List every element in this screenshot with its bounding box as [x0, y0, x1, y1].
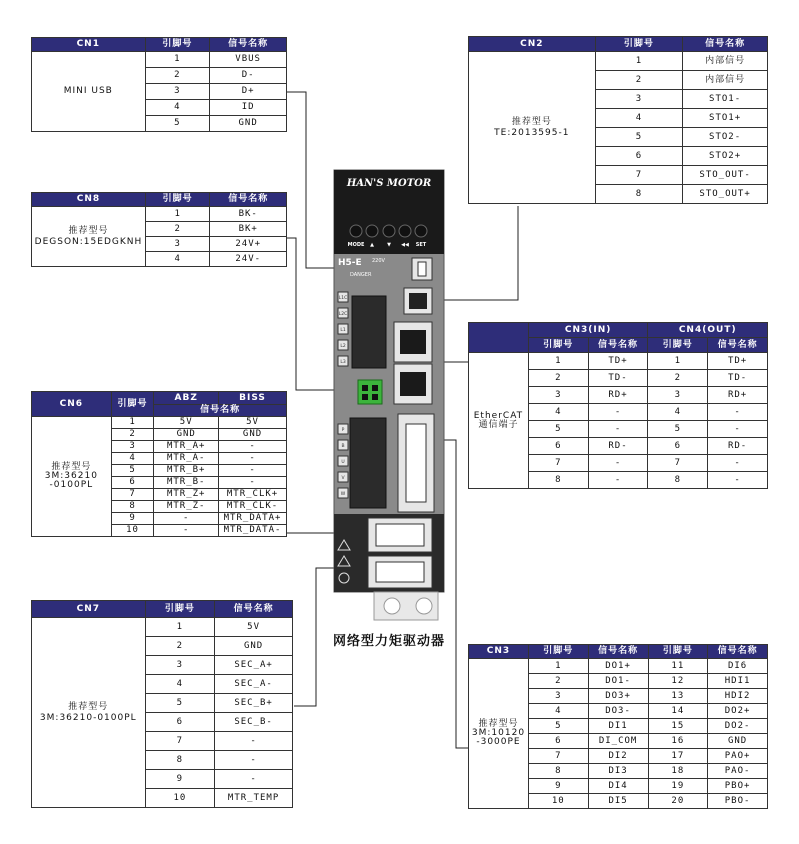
cn3-io-table: [468, 644, 768, 809]
table-cell: 5: [111, 465, 154, 477]
table-cell: 1: [528, 659, 588, 674]
led-label: L1: [340, 328, 346, 333]
table-cell: STO1-: [683, 90, 768, 109]
table-cell: 1: [528, 353, 588, 370]
motor-label: W: [340, 492, 346, 497]
table-cell: RD-: [708, 438, 768, 455]
table-cell: MTR_B+: [154, 465, 219, 477]
table-cell: -: [708, 472, 768, 489]
table-cell: DI6: [708, 659, 768, 674]
table-cell: MTR_A+: [154, 441, 219, 453]
cn7-name: CN7: [32, 601, 146, 618]
table-cell: DI_COM: [588, 734, 648, 749]
table-cell: MTR_Z-: [154, 501, 219, 513]
table-header-cell: 信号名称: [210, 193, 287, 207]
table-cell: DI5: [588, 794, 648, 809]
table-cell: -: [588, 421, 648, 438]
table-header-cell: 引脚号: [528, 338, 588, 353]
cn1-desc: MINI USB: [32, 52, 146, 132]
motor-label: B: [341, 444, 345, 449]
brake-terminal: [358, 380, 382, 404]
table-cell: -: [215, 770, 293, 789]
power-terminal: [352, 296, 386, 368]
table-cell: -: [588, 404, 648, 421]
table-cell: STO_OUT-: [683, 166, 768, 185]
key-label: ▲: [370, 242, 374, 248]
table-cell: PAO+: [708, 749, 768, 764]
table-cell: VBUS: [210, 52, 287, 68]
table-cell: 9: [111, 513, 154, 525]
table-cell: 3: [648, 387, 708, 404]
table-cell: 8: [111, 501, 154, 513]
table-cell: 16: [648, 734, 708, 749]
table-cell: 10: [111, 525, 154, 537]
table-cell: 5V: [154, 417, 219, 429]
table-cell: 2: [111, 429, 154, 441]
table-cell: 12: [648, 674, 708, 689]
motor-label: P: [341, 428, 345, 433]
table-cell: RD-: [588, 438, 648, 455]
table-header-cell: BISS: [219, 392, 287, 405]
table-cell: 4: [528, 704, 588, 719]
table-row: [469, 353, 768, 370]
table-cell: 4: [528, 404, 588, 421]
table-cell: 9: [145, 770, 215, 789]
table-cell: 8: [145, 751, 215, 770]
table-header-cell: ABZ: [154, 392, 219, 405]
led-label: L2C: [338, 312, 348, 317]
table-cell: 8: [648, 472, 708, 489]
cn6-table: [31, 391, 287, 537]
table-cell: GND: [219, 429, 287, 441]
table-cell: 3: [145, 237, 210, 252]
table-cell: 1: [595, 52, 683, 71]
table-row: [32, 618, 293, 637]
table-header-cell: 引脚号: [145, 193, 210, 207]
table-cell: 24V-: [210, 252, 287, 267]
table-cell: 11: [648, 659, 708, 674]
table-cell: STO1+: [683, 109, 768, 128]
key-label: ◀◀: [401, 242, 409, 248]
table-cell: 5V: [215, 618, 293, 637]
table-cell: 15: [648, 719, 708, 734]
table-cell: 19: [648, 779, 708, 794]
table-header-cell: 信号名称: [708, 338, 768, 353]
table-cell: BK-: [210, 207, 287, 222]
table-cell: 14: [648, 704, 708, 719]
table-cell: 5: [145, 116, 210, 132]
drive-caption: 网络型力矩驱动器: [333, 634, 446, 649]
table-cell: -: [154, 525, 219, 537]
cn8-name: CN8: [32, 193, 146, 207]
table-cell: SEC_B-: [215, 713, 293, 732]
table-cell: 内部信号: [683, 52, 768, 71]
table-cell: GND: [708, 734, 768, 749]
down-key: [383, 225, 395, 237]
table-cell: HDI2: [708, 689, 768, 704]
cn1-name: CN1: [32, 38, 146, 52]
table-cell: SEC_A-: [215, 675, 293, 694]
table-cell: 8: [528, 472, 588, 489]
table-cell: GND: [154, 429, 219, 441]
table-cell: STO2-: [683, 128, 768, 147]
table-header-cell: 引脚号: [595, 37, 683, 52]
table-header-cell: 信号名称: [683, 37, 768, 52]
table-cell: 5V: [219, 417, 287, 429]
table-cell: -: [215, 751, 293, 770]
table-header-cell: 引脚号: [648, 338, 708, 353]
table-cell: 7: [528, 455, 588, 472]
table-row: [469, 52, 768, 71]
table-cell: MTR_Z+: [154, 489, 219, 501]
table-header-cell: 引脚号: [145, 601, 215, 618]
table-cell: 4: [145, 100, 210, 116]
voltage-label: 220V: [372, 258, 385, 264]
table-cell: 7: [111, 489, 154, 501]
table-cell: DI2: [588, 749, 648, 764]
table-header-cell: 信号名称: [154, 405, 287, 417]
table-cell: BK+: [210, 222, 287, 237]
led-label: L3: [340, 360, 346, 365]
pin-header: 引脚号: [145, 38, 210, 52]
table-row: [32, 417, 287, 429]
cn8-table: [31, 192, 287, 267]
table-cell: 7: [595, 166, 683, 185]
table-cell: DI3: [588, 764, 648, 779]
table-cell: 5: [528, 421, 588, 438]
cn6-desc: 推荐型号 3M:36210 -0100PL: [32, 417, 112, 537]
table-cell: MTR_CLK-: [219, 501, 287, 513]
danger-label: DANGER: [350, 272, 372, 278]
table-cell: MTR_CLK+: [219, 489, 287, 501]
table-header-cell: 引脚号: [528, 645, 588, 659]
motor-terminal: [350, 418, 386, 508]
table-cell: 5: [648, 421, 708, 438]
table-cell: DO3-: [588, 704, 648, 719]
table-cell: -: [219, 477, 287, 489]
table-cell: -: [588, 472, 648, 489]
table-header-cell: 引脚号: [648, 645, 708, 659]
mount-hole: [384, 598, 400, 614]
table-cell: 3: [528, 689, 588, 704]
set-key: [415, 225, 427, 237]
ethercat-header-blank: [469, 323, 529, 353]
motor-label: V: [341, 476, 345, 481]
table-cell: 1: [648, 353, 708, 370]
table-cell: 8: [528, 764, 588, 779]
table-cell: 4: [145, 675, 215, 694]
table-cell: PBO+: [708, 779, 768, 794]
cn3-io-desc: 推荐型号 3M:10120 -3000PE: [469, 659, 529, 809]
table-cell: 5: [145, 694, 215, 713]
table-cell: 3: [111, 441, 154, 453]
table-cell: SEC_B+: [215, 694, 293, 713]
table-cell: 4: [111, 453, 154, 465]
table-cell: 3: [595, 90, 683, 109]
table-cell: 7: [528, 749, 588, 764]
table-cell: -: [219, 441, 287, 453]
table-cell: 1: [145, 207, 210, 222]
table-cell: 20: [648, 794, 708, 809]
table-cell: 7: [648, 455, 708, 472]
table-row: [32, 207, 287, 222]
table-header-cell: 信号名称: [588, 338, 648, 353]
cn3-in-header: CN3(IN): [528, 323, 647, 338]
mode-key: [350, 225, 362, 237]
table-cell: 2: [145, 68, 210, 84]
table-cell: -: [215, 732, 293, 751]
key-label: MODE: [347, 242, 365, 248]
motor-label: U: [341, 460, 345, 465]
table-cell: -: [708, 455, 768, 472]
table-cell: 2: [528, 674, 588, 689]
table-cell: D-: [210, 68, 287, 84]
shift-key: [399, 225, 411, 237]
cn2-name: CN2: [469, 37, 596, 52]
key-label: ▼: [387, 242, 391, 248]
table-cell: DO2-: [708, 719, 768, 734]
table-cell: -: [708, 404, 768, 421]
table-cell: DO3+: [588, 689, 648, 704]
table-cell: 4: [648, 404, 708, 421]
table-cell: -: [588, 455, 648, 472]
cn3-cn4-table: [468, 322, 768, 489]
brand-logo: HAN'S MOTOR: [346, 178, 432, 189]
cn3-io-name: CN3: [469, 645, 529, 659]
table-cell: 17: [648, 749, 708, 764]
table-cell: DO1-: [588, 674, 648, 689]
table-cell: 6: [528, 734, 588, 749]
table-cell: 3: [145, 656, 215, 675]
cn7-table: [31, 600, 293, 808]
table-cell: 内部信号: [683, 71, 768, 90]
table-cell: GND: [215, 637, 293, 656]
table-cell: 1: [145, 52, 210, 68]
table-cell: TD+: [708, 353, 768, 370]
cn2-desc: 推荐型号 TE:2013595-1: [469, 52, 596, 204]
table-cell: GND: [210, 116, 287, 132]
led-label: L2: [340, 344, 346, 349]
table-cell: 6: [528, 438, 588, 455]
table-cell: 2: [145, 222, 210, 237]
table-cell: ID: [210, 100, 287, 116]
table-cell: 13: [648, 689, 708, 704]
table-cell: 9: [528, 779, 588, 794]
cn7-desc: 推荐型号 3M:36210-0100PL: [32, 618, 146, 808]
table-cell: TD+: [588, 353, 648, 370]
table-cell: 5: [528, 719, 588, 734]
model-label: H5-E: [338, 258, 362, 268]
table-cell: RD+: [588, 387, 648, 404]
cn1-table: [31, 37, 287, 132]
table-cell: PAO-: [708, 764, 768, 779]
table-cell: 2: [595, 71, 683, 90]
table-cell: 4: [145, 252, 210, 267]
table-cell: 2: [528, 370, 588, 387]
table-header-cell: 引脚号: [111, 392, 154, 417]
table-cell: DI1: [588, 719, 648, 734]
cn2-table: [468, 36, 768, 204]
table-cell: DI4: [588, 779, 648, 794]
table-cell: -: [708, 421, 768, 438]
table-cell: HDI1: [708, 674, 768, 689]
table-cell: 1: [145, 618, 215, 637]
table-cell: 3: [145, 84, 210, 100]
table-cell: MTR_A-: [154, 453, 219, 465]
table-cell: 5: [595, 128, 683, 147]
table-cell: 6: [648, 438, 708, 455]
table-cell: TD-: [588, 370, 648, 387]
table-cell: MTR_B-: [154, 477, 219, 489]
table-cell: 24V+: [210, 237, 287, 252]
table-cell: TD-: [708, 370, 768, 387]
up-key: [366, 225, 378, 237]
cn4-out-header: CN4(OUT): [648, 323, 768, 338]
mount-hole: [416, 598, 432, 614]
table-cell: 18: [648, 764, 708, 779]
table-cell: 2: [648, 370, 708, 387]
table-cell: MTR_DATA-: [219, 525, 287, 537]
led-label: L1C: [338, 296, 348, 301]
table-cell: 4: [595, 109, 683, 128]
table-cell: 6: [111, 477, 154, 489]
table-cell: D+: [210, 84, 287, 100]
table-cell: 6: [595, 147, 683, 166]
key-label: SET: [415, 242, 427, 248]
cn8-desc: 推荐型号 DEGSON:15EDGKNH: [32, 207, 146, 267]
table-header-cell: 信号名称: [215, 601, 293, 618]
servo-drive: [334, 170, 444, 620]
table-cell: STO2+: [683, 147, 768, 166]
table-cell: DO2+: [708, 704, 768, 719]
table-header-cell: 信号名称: [588, 645, 648, 659]
table-cell: 6: [145, 713, 215, 732]
table-cell: SEC_A+: [215, 656, 293, 675]
signal-header: 信号名称: [210, 38, 287, 52]
table-row: [469, 659, 768, 674]
table-cell: 1: [111, 417, 154, 429]
table-cell: 8: [595, 185, 683, 204]
table-cell: 10: [528, 794, 588, 809]
table-cell: -: [154, 513, 219, 525]
table-header-cell: 信号名称: [708, 645, 768, 659]
table-cell: DO1+: [588, 659, 648, 674]
table-cell: STO_OUT+: [683, 185, 768, 204]
cn6-name: CN6: [32, 392, 112, 417]
table-row: [32, 52, 287, 68]
table-cell: PBO-: [708, 794, 768, 809]
table-cell: MTR_TEMP: [215, 789, 293, 808]
table-cell: 10: [145, 789, 215, 808]
table-cell: MTR_DATA+: [219, 513, 287, 525]
ethercat-desc: EtherCAT 通信端子: [469, 353, 529, 489]
table-cell: RD+: [708, 387, 768, 404]
table-cell: 2: [145, 637, 215, 656]
table-cell: -: [219, 453, 287, 465]
table-cell: 3: [528, 387, 588, 404]
table-cell: -: [219, 465, 287, 477]
table-cell: 7: [145, 732, 215, 751]
